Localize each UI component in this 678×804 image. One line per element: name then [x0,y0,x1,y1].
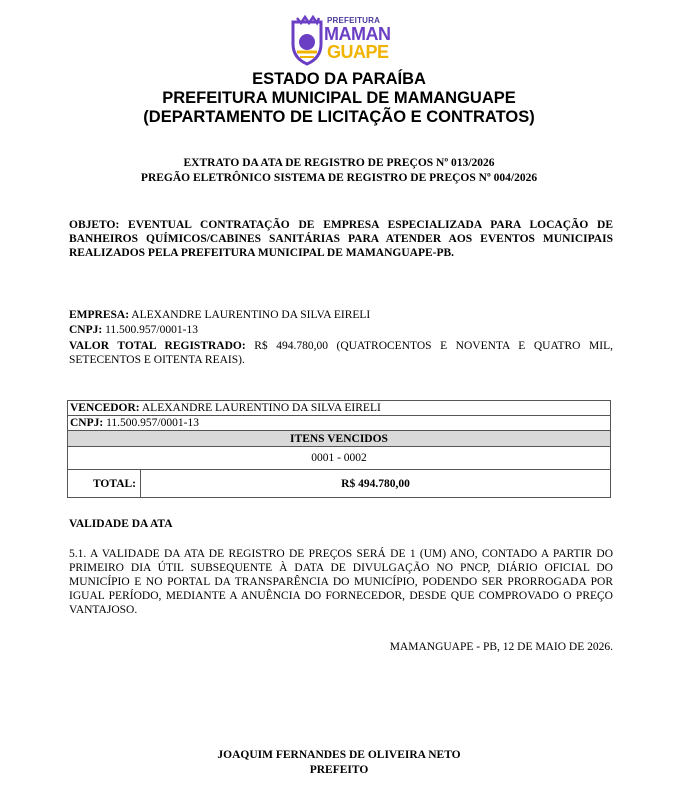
cnpj-value: 11.500.957/0001-13 [102,324,198,336]
valor-label: VALOR TOTAL REGISTRADO: [69,340,246,352]
vencedor-label: VENCEDOR: [70,402,140,414]
table-cnpj-cell [68,416,611,431]
header-prefeitura: PREFEITURA MUNICIPAL DE MAMANGUAPE [162,89,516,107]
city-logo [289,14,401,66]
logo-word-1: MAMAN [324,24,391,44]
logo-prefix: PREFEITURA [327,16,381,25]
extract-title: EXTRATO DA ATA DE REGISTRO DE PREÇOS Nº 013/2026 [183,157,495,169]
header-department: (DEPARTAMENTO DE LICITAÇÃO E CONTRATOS) [143,108,535,126]
table-row [68,431,611,447]
pregao-title: PREGÃO ELETRÔNICO SISTEMA DE REGISTRO DE PREÇOS Nº 004/2026 [140,172,538,184]
table-row [68,401,611,416]
total-value: R$ 494.780,00 [141,470,611,498]
validade-paragraph: 5.1. A VALIDADE DA ATA DE REGISTRO DE PREÇOS SERÁ DE 1 (UM) ANO, CONTADO A PARTIR DO PRIMEIRO DIA ÚTIL SUBSEQUENTE À DATA DE DIVULGAÇÃO NO PNCP, DIÁRIO OFICIAL DO MUNICÍPIO E NO PORTAL DA TRANSPARÊNCIA DO MUNICÍPIO, PODENDO SER PRORROGADA POR IGUAL PERÍODO, MEDIANTE A ANUÊNCIA DO FORNECEDOR, DESDE QUE COMPROVADO O PREÇO VANTAJOSO. [69,548,613,616]
header-state: ESTADO DA PARAÍBA [252,70,426,88]
vencedor-value: ALEXANDRE LAURENTINO DA SILVA EIRELI [139,402,381,414]
logo-word-2: GUAPE [327,42,389,62]
validade-title: VALIDADE DA ATA [69,518,173,530]
table-cnpj-label: CNPJ: [70,417,104,429]
table-row [68,416,611,431]
itens-value: 0001 - 0002 [68,447,611,470]
vencedor-cell [68,401,611,416]
empresa-label: EMPRESA: [69,309,130,321]
signature-role: PREFEITO [309,764,369,776]
empresa-line [69,308,629,322]
signature-name: JOAQUIM FERNANDES DE OLIVEIRA NETO [217,749,461,761]
valor-paragraph [69,339,613,367]
cnpj-line [69,323,629,337]
total-label: TOTAL: [68,470,141,498]
table-cnpj-value: 11.500.957/0001-13 [103,417,199,429]
coat-of-arms-icon [289,14,325,66]
vencedor-table [67,400,611,498]
date-line: MAMANGUAPE - PB, 12 DE MAIO DE 2026. [389,641,613,653]
empresa-value: ALEXANDRE LAURENTINO DA SILVA EIRELI [129,309,371,321]
valor-value: R$ 494.780,00 (QUATROCENTOS E NOVENTA E QUATRO MIL, SETECENTOS E OITENTA REAIS). [69,340,613,366]
objeto-paragraph: OBJETO: EVENTUAL CONTRATAÇÃO DE EMPRESA ESPECIALIZADA PARA LOCAÇÃO DE BANHEIROS QUÍMICOS/CABINES SANITÁRIAS PARA ATENDER AOS EVENTOS MUNICIPAIS REALIZADOS PELA PREFEITURA MUNICIPAL DE MAMANGUAPE-PB. [69,219,613,259]
cnpj-label: CNPJ: [69,324,103,336]
table-row [68,447,611,470]
table-row [68,470,611,498]
itens-header: ITENS VENCIDOS [68,431,611,447]
